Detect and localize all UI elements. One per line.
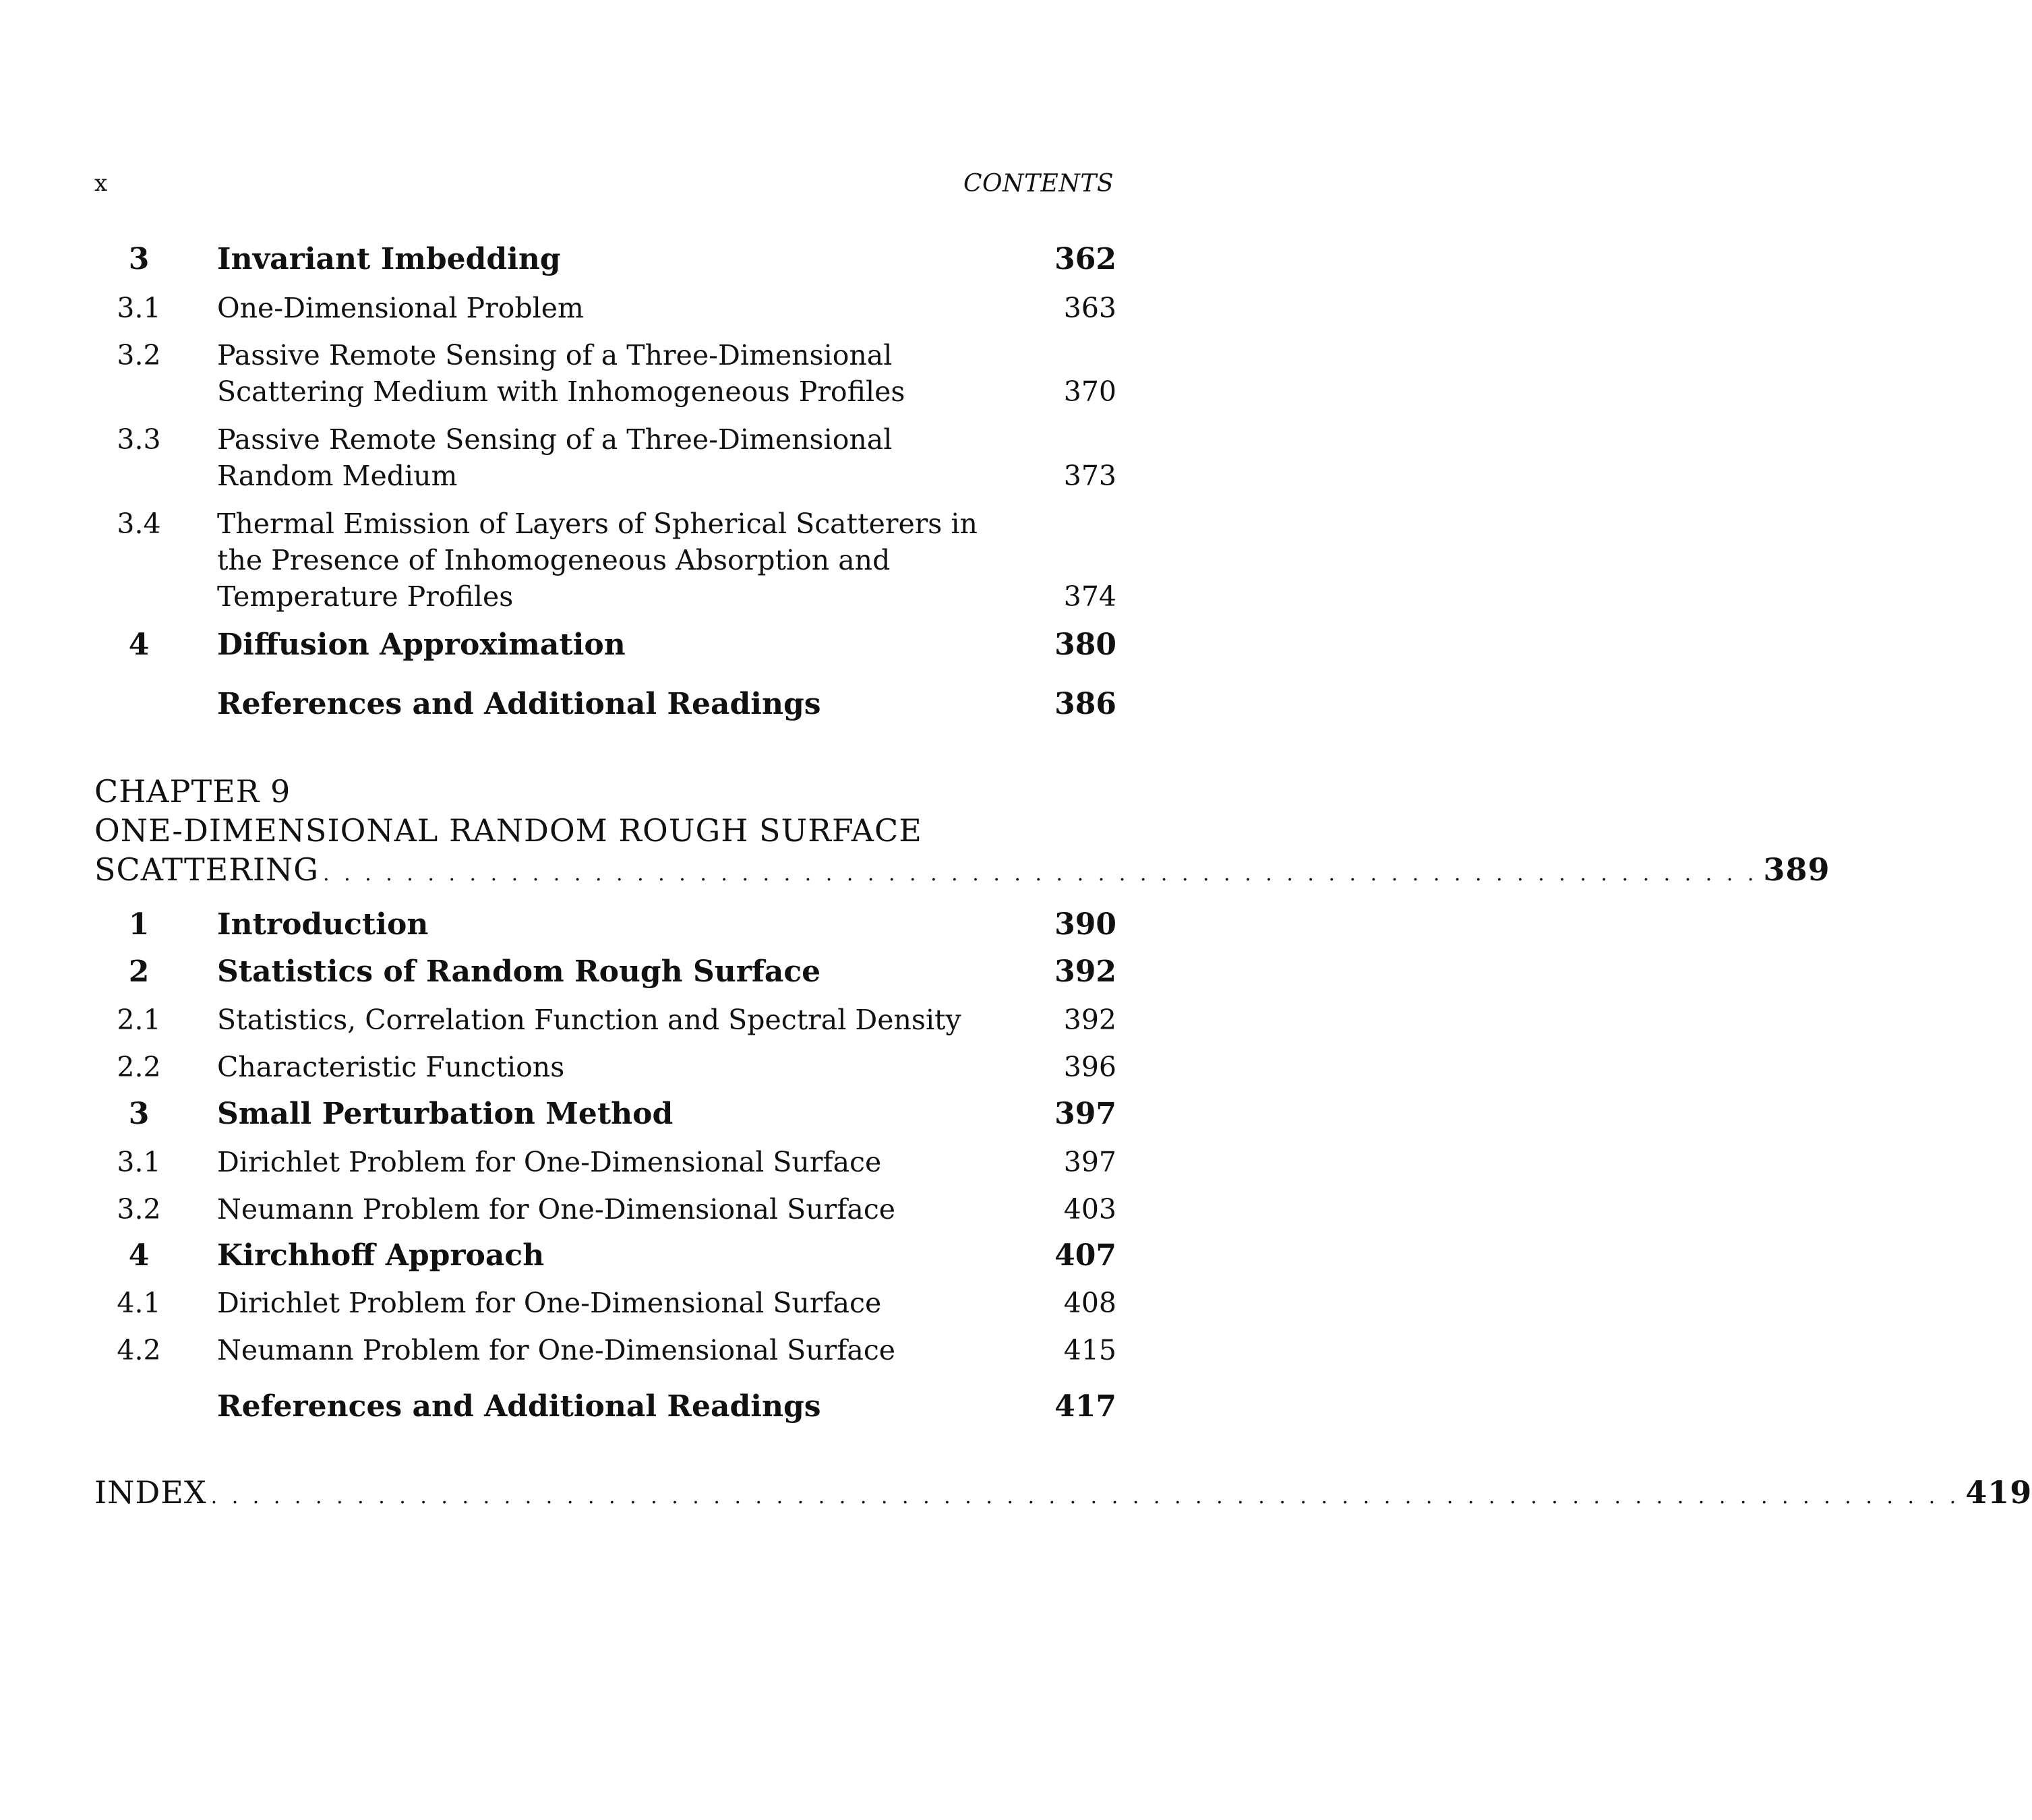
section-title: Diffusion Approximation bbox=[217, 628, 626, 662]
section-number: 2 bbox=[128, 954, 150, 989]
section-page: 370 bbox=[1063, 375, 1116, 408]
chapter-heading[interactable] bbox=[94, 772, 1830, 894]
section-number: 3.1 bbox=[117, 1146, 161, 1178]
section-number: 4 bbox=[128, 1238, 150, 1273]
section-title: Dirichlet Problem for One-Dimensional Surface bbox=[217, 1287, 882, 1319]
section-number: 4.2 bbox=[117, 1334, 161, 1366]
chapter-title: SCATTERING bbox=[94, 851, 320, 888]
section-number: 3.2 bbox=[117, 339, 161, 371]
section-number: 3.2 bbox=[117, 1193, 161, 1225]
section-title: Passive Remote Sensing of a Three-Dimensional Random Medium bbox=[217, 423, 893, 492]
section-page: 390 bbox=[1054, 907, 1116, 942]
chapter-title: ONE-DIMENSIONAL RANDOM ROUGH SURFACE bbox=[94, 812, 922, 849]
section-title: Dirichlet Problem for One-Dimensional Surface bbox=[217, 1146, 882, 1178]
section-page: 407 bbox=[1054, 1238, 1116, 1273]
section-page: 363 bbox=[1063, 292, 1116, 324]
section-page: 397 bbox=[1054, 1097, 1116, 1131]
section-title: Thermal Emission of Layers of Spherical Scatterers in the Presence of Inhomogeneous Absorption and Temperature Profiles bbox=[217, 508, 978, 613]
index-label: INDEX bbox=[94, 1474, 207, 1511]
section-page: 408 bbox=[1063, 1287, 1116, 1319]
chapter-title-leader bbox=[94, 850, 1830, 894]
section-page: 417 bbox=[1054, 1389, 1116, 1424]
section-number: 3.3 bbox=[117, 423, 161, 456]
dot-leader: . . . . . . . . . . . . . . . . . . . . . . . . . . . . . . . . . . . . . . . . . . . . . . . . . . . . . . . . . . . . . . . . . . . . . . . . . . . . . . . . . . . . bbox=[210, 1485, 1961, 1509]
section-page: 415 bbox=[1063, 1334, 1116, 1366]
section-number: 3.1 bbox=[117, 292, 161, 324]
section-page: 380 bbox=[1054, 628, 1116, 662]
index-page: 419 bbox=[1965, 1474, 2032, 1511]
section-title: Invariant Imbedding bbox=[217, 242, 561, 276]
section-title: Small Perturbation Method bbox=[217, 1097, 674, 1131]
section-title: Kirchhoff Approach bbox=[217, 1238, 545, 1273]
section-page: 386 bbox=[1054, 687, 1116, 721]
section-title: One-Dimensional Problem bbox=[217, 292, 584, 324]
section-page: 374 bbox=[1063, 580, 1116, 613]
section-number: 2.1 bbox=[117, 1004, 161, 1036]
section-page: 373 bbox=[1063, 460, 1116, 492]
section-title: References and Additional Readings bbox=[217, 1389, 821, 1424]
section-page: 397 bbox=[1063, 1146, 1116, 1178]
section-number: 2.2 bbox=[117, 1051, 161, 1083]
section-number: 4 bbox=[128, 628, 150, 662]
section-number: 3.4 bbox=[117, 508, 161, 540]
section-title: Introduction bbox=[217, 907, 429, 942]
section-page: 362 bbox=[1054, 242, 1116, 276]
section-number: 4.1 bbox=[117, 1287, 161, 1319]
section-page: 396 bbox=[1063, 1051, 1116, 1083]
section-page: 392 bbox=[1063, 1004, 1116, 1036]
section-number: 1 bbox=[128, 907, 150, 942]
section-title: Statistics, Correlation Function and Spectral Density bbox=[217, 1004, 961, 1036]
index-entry[interactable] bbox=[94, 1473, 2032, 1517]
section-title: Neumann Problem for One-Dimensional Surface bbox=[217, 1193, 896, 1225]
section-title: Statistics of Random Rough Surface bbox=[217, 954, 821, 989]
section-page: 403 bbox=[1063, 1193, 1116, 1225]
section-page: 392 bbox=[1054, 954, 1116, 989]
section-title: Passive Remote Sensing of a Three-Dimensional Scattering Medium with Inhomogeneous Profiles bbox=[217, 339, 905, 408]
section-number: 3 bbox=[128, 242, 150, 276]
chapter-label: CHAPTER 9 bbox=[94, 773, 291, 810]
section-title: Characteristic Functions bbox=[217, 1051, 565, 1083]
dot-leader: . . . . . . . . . . . . . . . . . . . . . . . . . . . . . . . . . . . . . . . . . . . . . . . . . . . . . . . . . . . . . . . . . . . . . bbox=[323, 862, 1758, 886]
section-title: References and Additional Readings bbox=[217, 687, 821, 721]
page-number: x bbox=[94, 170, 108, 197]
chapter-page: 389 bbox=[1763, 851, 1830, 888]
section-title: Neumann Problem for One-Dimensional Surface bbox=[217, 1334, 896, 1366]
section-number: 3 bbox=[128, 1097, 150, 1131]
running-title: CONTENTS bbox=[963, 170, 1114, 198]
